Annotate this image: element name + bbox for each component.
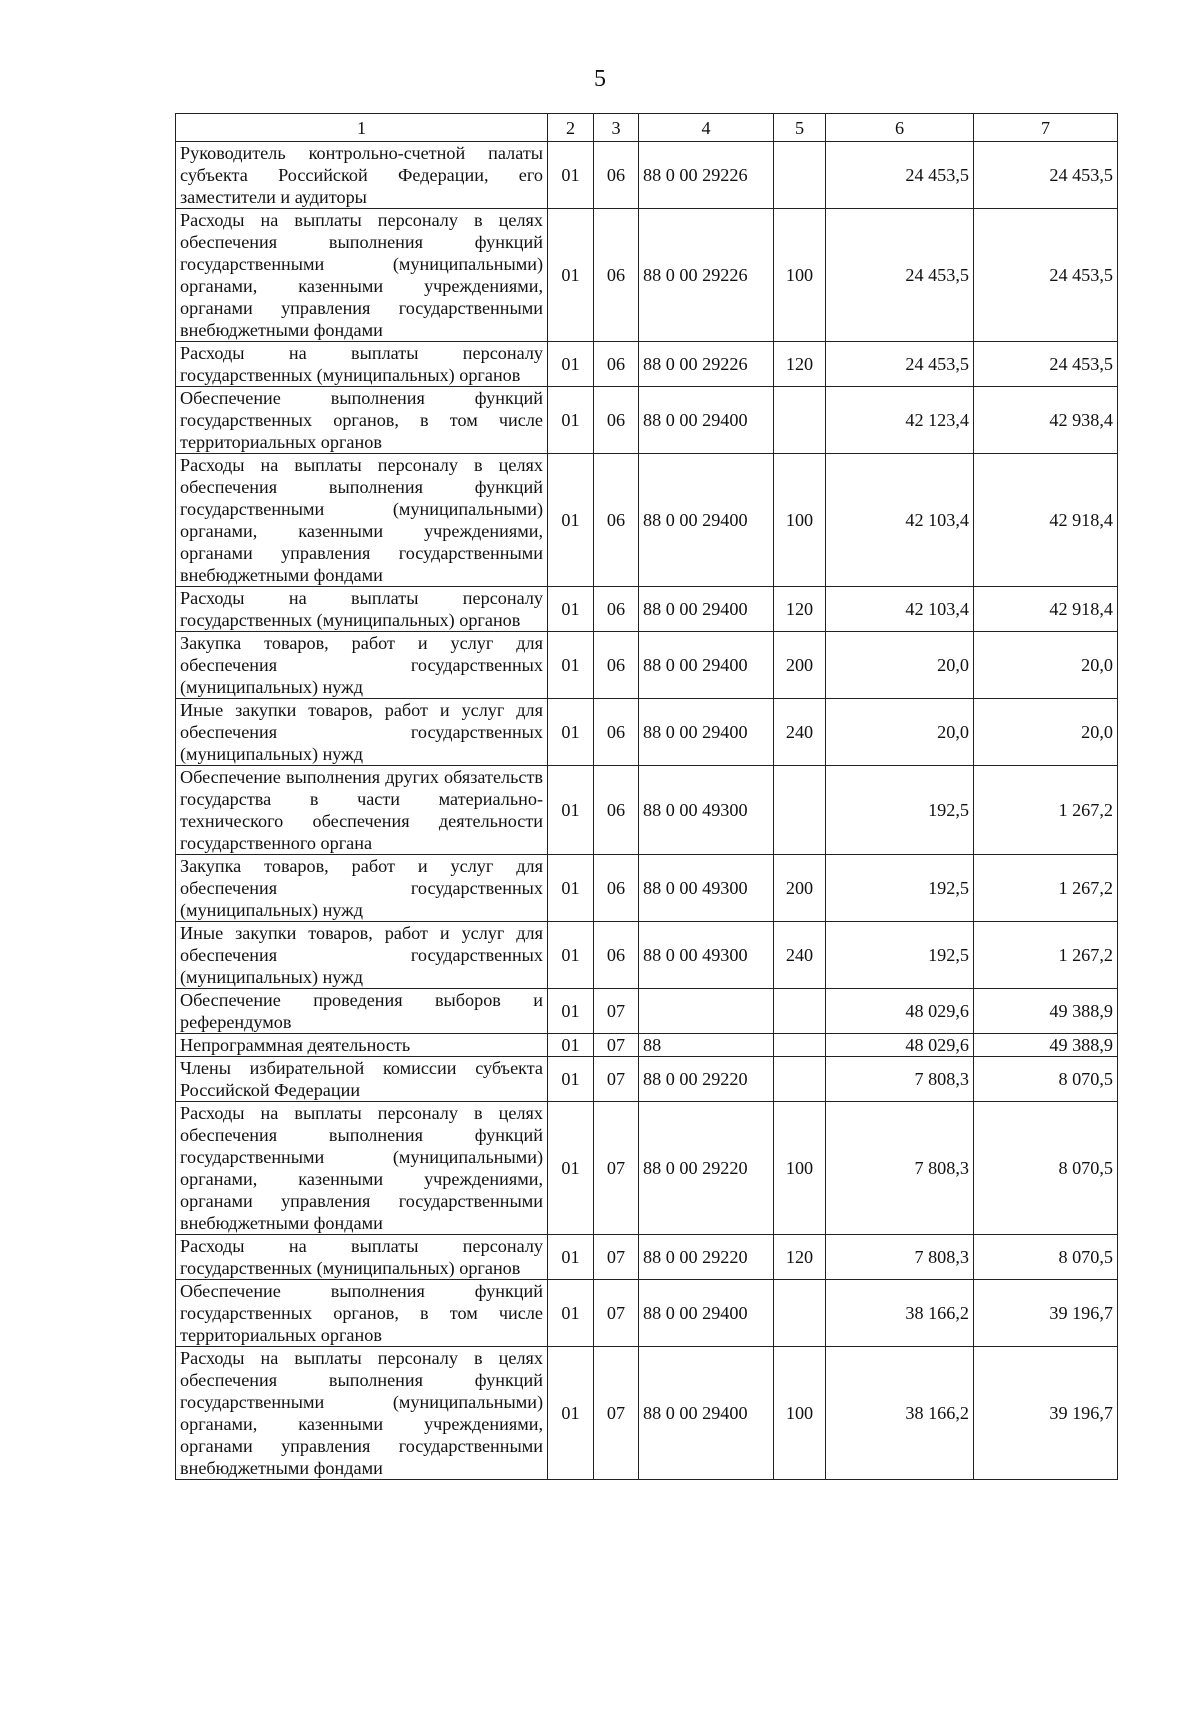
target-article-code: 88 0 00 49300 xyxy=(639,766,774,855)
table-row xyxy=(176,1347,1118,1480)
subsection-code: 07 xyxy=(594,1280,639,1347)
item-description: Члены избирательной комиссии субъекта Российской Федерации xyxy=(176,1057,548,1102)
target-article-code: 88 0 00 29400 xyxy=(639,699,774,766)
target-article-code: 88 0 00 29220 xyxy=(639,1102,774,1235)
subsection-code: 06 xyxy=(594,387,639,454)
section-code: 01 xyxy=(548,699,594,766)
subsection-code: 06 xyxy=(594,632,639,699)
amount-col-7: 24 453,5 xyxy=(974,209,1118,342)
target-article-code: 88 xyxy=(639,1034,774,1057)
amount-col-7: 39 196,7 xyxy=(974,1280,1118,1347)
section-code: 01 xyxy=(548,1280,594,1347)
header-cell: 1 xyxy=(176,114,548,142)
subsection-code: 06 xyxy=(594,587,639,632)
amount-col-6: 192,5 xyxy=(826,922,974,989)
section-code: 01 xyxy=(548,855,594,922)
header-cell: 3 xyxy=(594,114,639,142)
amount-col-7: 39 196,7 xyxy=(974,1347,1118,1480)
item-description: Обеспечение выполнения функций государственных органов, в том числе территориальных органов xyxy=(176,387,548,454)
expense-type-code: 100 xyxy=(774,209,826,342)
table-row xyxy=(176,387,1118,454)
amount-col-7: 42 938,4 xyxy=(974,387,1118,454)
expense-type-code xyxy=(774,1057,826,1102)
expense-type-code: 120 xyxy=(774,1235,826,1280)
subsection-code: 07 xyxy=(594,1102,639,1235)
item-description: Закупка товаров, работ и услуг для обеспечения государственных (муниципальных) нужд xyxy=(176,632,548,699)
expense-type-code xyxy=(774,766,826,855)
page-number: 5 xyxy=(594,66,606,92)
amount-col-7: 1 267,2 xyxy=(974,766,1118,855)
expense-type-code xyxy=(774,989,826,1034)
amount-col-6: 48 029,6 xyxy=(826,989,974,1034)
expense-type-code xyxy=(774,387,826,454)
amount-col-7: 8 070,5 xyxy=(974,1102,1118,1235)
target-article-code xyxy=(639,989,774,1034)
amount-col-6: 24 453,5 xyxy=(826,209,974,342)
amount-col-7: 8 070,5 xyxy=(974,1057,1118,1102)
amount-col-6: 42 123,4 xyxy=(826,387,974,454)
table-row xyxy=(176,1235,1118,1280)
table-row xyxy=(176,699,1118,766)
item-description: Непрограммная деятельность xyxy=(176,1034,548,1057)
amount-col-6: 48 029,6 xyxy=(826,1034,974,1057)
item-description: Расходы на выплаты персоналу государственных (муниципальных) органов xyxy=(176,587,548,632)
amount-col-6: 20,0 xyxy=(826,699,974,766)
section-code: 01 xyxy=(548,342,594,387)
item-description: Расходы на выплаты персоналу государственных (муниципальных) органов xyxy=(176,342,548,387)
subsection-code: 06 xyxy=(594,766,639,855)
amount-col-6: 7 808,3 xyxy=(826,1057,974,1102)
target-article-code: 88 0 00 29226 xyxy=(639,209,774,342)
subsection-code: 06 xyxy=(594,209,639,342)
subsection-code: 06 xyxy=(594,699,639,766)
amount-col-7: 42 918,4 xyxy=(974,454,1118,587)
section-code: 01 xyxy=(548,1347,594,1480)
table-row xyxy=(176,587,1118,632)
table-row xyxy=(176,209,1118,342)
header-cell: 2 xyxy=(548,114,594,142)
section-code: 01 xyxy=(548,387,594,454)
table-row xyxy=(176,989,1118,1034)
target-article-code: 88 0 00 29226 xyxy=(639,142,774,209)
amount-col-6: 24 453,5 xyxy=(826,142,974,209)
section-code: 01 xyxy=(548,1034,594,1057)
amount-col-7: 49 388,9 xyxy=(974,989,1118,1034)
amount-col-7: 20,0 xyxy=(974,699,1118,766)
subsection-code: 07 xyxy=(594,1057,639,1102)
expense-type-code: 100 xyxy=(774,1102,826,1235)
item-description: Обеспечение выполнения других обязательств государства в части материально-технического обеспечения деятельности государственного органа xyxy=(176,766,548,855)
expense-type-code: 100 xyxy=(774,1347,826,1480)
budget-table xyxy=(175,113,1118,1480)
table-row xyxy=(176,632,1118,699)
item-description: Расходы на выплаты персоналу в целях обеспечения выполнения функций государственными (муниципальными) органами, казенными учреждениями, органами управления государственными внебюджетными фондами xyxy=(176,1102,548,1235)
table-row xyxy=(176,1034,1118,1057)
amount-col-6: 7 808,3 xyxy=(826,1102,974,1235)
table-row xyxy=(176,1102,1118,1235)
subsection-code: 06 xyxy=(594,342,639,387)
subsection-code: 07 xyxy=(594,1235,639,1280)
expense-type-code: 240 xyxy=(774,699,826,766)
item-description: Иные закупки товаров, работ и услуг для обеспечения государственных (муниципальных) нужд xyxy=(176,922,548,989)
target-article-code: 88 0 00 29400 xyxy=(639,387,774,454)
expense-type-code: 120 xyxy=(774,342,826,387)
item-description: Иные закупки товаров, работ и услуг для обеспечения государственных (муниципальных) нужд xyxy=(176,699,548,766)
item-description: Обеспечение выполнения функций государственных органов, в том числе территориальных органов xyxy=(176,1280,548,1347)
expense-type-code: 120 xyxy=(774,587,826,632)
subsection-code: 06 xyxy=(594,142,639,209)
amount-col-6: 192,5 xyxy=(826,855,974,922)
expense-type-code xyxy=(774,1280,826,1347)
item-description: Расходы на выплаты персоналу в целях обеспечения выполнения функций государственными (муниципальными) органами, казенными учреждениями, органами управления государственными внебюджетными фондами xyxy=(176,1347,548,1480)
amount-col-7: 8 070,5 xyxy=(974,1235,1118,1280)
target-article-code: 88 0 00 29400 xyxy=(639,587,774,632)
subsection-code: 06 xyxy=(594,855,639,922)
subsection-code: 07 xyxy=(594,1034,639,1057)
header-cell: 4 xyxy=(639,114,774,142)
table-row xyxy=(176,1280,1118,1347)
table-row xyxy=(176,855,1118,922)
section-code: 01 xyxy=(548,454,594,587)
expense-type-code: 100 xyxy=(774,454,826,587)
amount-col-7: 49 388,9 xyxy=(974,1034,1118,1057)
expense-type-code xyxy=(774,142,826,209)
expense-type-code: 200 xyxy=(774,632,826,699)
table-row xyxy=(176,454,1118,587)
section-code: 01 xyxy=(548,1057,594,1102)
item-description: Закупка товаров, работ и услуг для обеспечения государственных (муниципальных) нужд xyxy=(176,855,548,922)
subsection-code: 07 xyxy=(594,1347,639,1480)
amount-col-6: 42 103,4 xyxy=(826,454,974,587)
target-article-code: 88 0 00 29220 xyxy=(639,1235,774,1280)
amount-col-7: 1 267,2 xyxy=(974,855,1118,922)
section-code: 01 xyxy=(548,142,594,209)
section-code: 01 xyxy=(548,209,594,342)
amount-col-6: 42 103,4 xyxy=(826,587,974,632)
amount-col-7: 24 453,5 xyxy=(974,342,1118,387)
item-description: Руководитель контрольно-счетной палаты субъекта Российской Федерации, его заместители и аудиторы xyxy=(176,142,548,209)
expense-type-code xyxy=(774,1034,826,1057)
header-row xyxy=(176,114,1118,142)
item-description: Расходы на выплаты персоналу в целях обеспечения выполнения функций государственными (муниципальными) органами, казенными учреждениями, органами управления государственными внебюджетными фондами xyxy=(176,209,548,342)
target-article-code: 88 0 00 29220 xyxy=(639,1057,774,1102)
table-row xyxy=(176,142,1118,209)
table-row xyxy=(176,922,1118,989)
table-row xyxy=(176,1057,1118,1102)
item-description: Расходы на выплаты персоналу государственных (муниципальных) органов xyxy=(176,1235,548,1280)
target-article-code: 88 0 00 29400 xyxy=(639,1347,774,1480)
item-description: Обеспечение проведения выборов и референдумов xyxy=(176,989,548,1034)
target-article-code: 88 0 00 49300 xyxy=(639,855,774,922)
section-code: 01 xyxy=(548,766,594,855)
amount-col-6: 38 166,2 xyxy=(826,1280,974,1347)
header-cell: 6 xyxy=(826,114,974,142)
subsection-code: 07 xyxy=(594,989,639,1034)
target-article-code: 88 0 00 29400 xyxy=(639,632,774,699)
expense-type-code: 240 xyxy=(774,922,826,989)
amount-col-7: 1 267,2 xyxy=(974,922,1118,989)
subsection-code: 06 xyxy=(594,454,639,587)
section-code: 01 xyxy=(548,989,594,1034)
amount-col-6: 38 166,2 xyxy=(826,1347,974,1480)
amount-col-6: 20,0 xyxy=(826,632,974,699)
amount-col-7: 20,0 xyxy=(974,632,1118,699)
table-row xyxy=(176,342,1118,387)
header-cell: 5 xyxy=(774,114,826,142)
target-article-code: 88 0 00 29226 xyxy=(639,342,774,387)
item-description: Расходы на выплаты персоналу в целях обеспечения выполнения функций государственными (муниципальными) органами, казенными учреждениями, органами управления государственными внебюджетными фондами xyxy=(176,454,548,587)
target-article-code: 88 0 00 49300 xyxy=(639,922,774,989)
section-code: 01 xyxy=(548,1235,594,1280)
table-row xyxy=(176,766,1118,855)
amount-col-6: 7 808,3 xyxy=(826,1235,974,1280)
section-code: 01 xyxy=(548,922,594,989)
subsection-code: 06 xyxy=(594,922,639,989)
header-cell: 7 xyxy=(974,114,1118,142)
amount-col-6: 24 453,5 xyxy=(826,342,974,387)
section-code: 01 xyxy=(548,587,594,632)
amount-col-7: 24 453,5 xyxy=(974,142,1118,209)
expense-type-code: 200 xyxy=(774,855,826,922)
section-code: 01 xyxy=(548,632,594,699)
target-article-code: 88 0 00 29400 xyxy=(639,1280,774,1347)
section-code: 01 xyxy=(548,1102,594,1235)
amount-col-6: 192,5 xyxy=(826,766,974,855)
target-article-code: 88 0 00 29400 xyxy=(639,454,774,587)
amount-col-7: 42 918,4 xyxy=(974,587,1118,632)
